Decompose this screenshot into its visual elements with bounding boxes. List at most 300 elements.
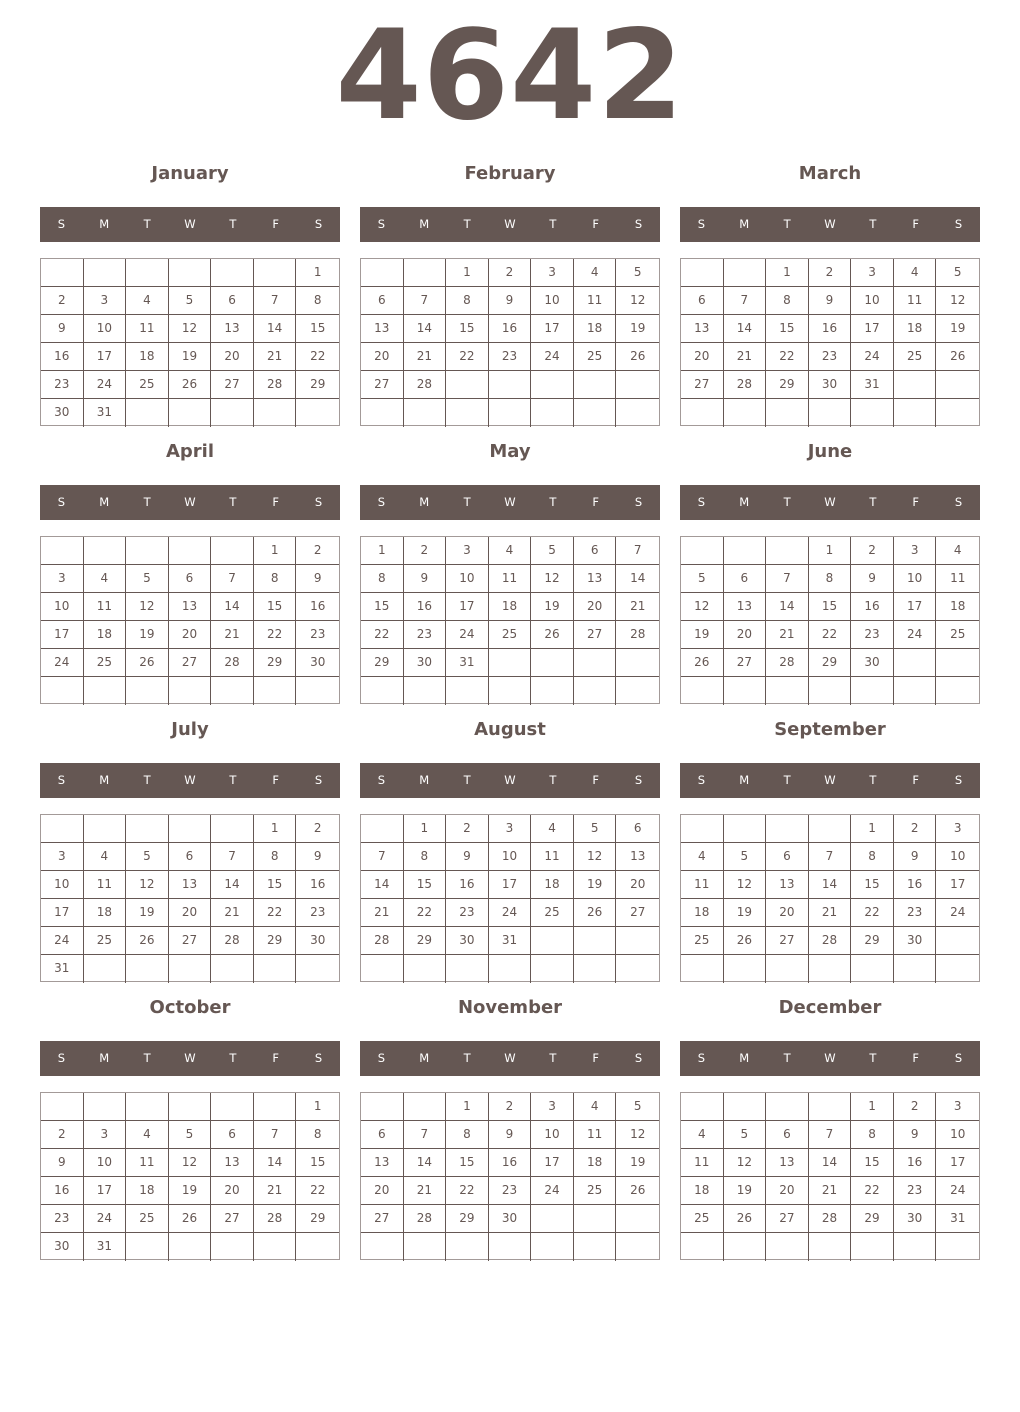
day-cell — [296, 955, 339, 983]
day-cell — [296, 399, 339, 427]
day-cell: 26 — [681, 649, 724, 677]
day-cell: 20 — [766, 899, 809, 927]
day-cell: 24 — [41, 649, 84, 677]
day-cell: 28 — [404, 1205, 447, 1233]
day-cell: 8 — [766, 287, 809, 315]
day-cell: 13 — [766, 871, 809, 899]
weekday-label: S — [634, 217, 643, 231]
day-cell: 11 — [489, 565, 532, 593]
weekday-label: W — [504, 495, 516, 509]
day-cell: 7 — [809, 1121, 852, 1149]
day-cell: 1 — [446, 1093, 489, 1121]
day-cell: 14 — [404, 1149, 447, 1177]
day-cell: 20 — [211, 343, 254, 371]
day-cell — [211, 955, 254, 983]
day-cell: 5 — [724, 843, 767, 871]
day-cell: 21 — [254, 343, 297, 371]
day-cell: 11 — [126, 1149, 169, 1177]
weekday-header-bar — [40, 207, 340, 242]
day-cell: 30 — [851, 649, 894, 677]
day-cell: 17 — [446, 593, 489, 621]
day-cell: 12 — [169, 315, 212, 343]
day-cell — [531, 1205, 574, 1233]
day-cell — [681, 955, 724, 983]
day-cell: 18 — [894, 315, 937, 343]
day-cell — [254, 1233, 297, 1261]
day-cell: 15 — [254, 593, 297, 621]
day-cell: 30 — [41, 399, 84, 427]
day-cell: 27 — [724, 649, 767, 677]
day-cell: 22 — [296, 1177, 339, 1205]
day-cell: 18 — [84, 899, 127, 927]
day-cell: 13 — [574, 565, 617, 593]
day-cell: 5 — [126, 565, 169, 593]
day-cell — [616, 1233, 659, 1261]
day-cell: 11 — [126, 315, 169, 343]
day-cell: 23 — [489, 1177, 532, 1205]
day-cell — [851, 399, 894, 427]
weekday-label: M — [99, 773, 110, 787]
day-cell: 12 — [126, 871, 169, 899]
day-cell: 25 — [489, 621, 532, 649]
day-cell — [681, 399, 724, 427]
day-cell — [681, 1233, 724, 1261]
day-cell: 26 — [574, 899, 617, 927]
day-cell: 14 — [616, 565, 659, 593]
day-cell: 19 — [936, 315, 979, 343]
day-cell: 19 — [724, 1177, 767, 1205]
day-cell: 8 — [446, 287, 489, 315]
day-cell: 19 — [616, 315, 659, 343]
day-cell: 31 — [84, 399, 127, 427]
day-cell: 30 — [489, 1205, 532, 1233]
month-title: October — [149, 997, 231, 1018]
day-cell: 19 — [169, 1177, 212, 1205]
weekday-label: F — [592, 217, 600, 231]
day-cell: 14 — [361, 871, 404, 899]
day-cell: 10 — [84, 1149, 127, 1177]
day-cell: 1 — [254, 537, 297, 565]
day-cell: 27 — [766, 1205, 809, 1233]
day-cell: 28 — [809, 927, 852, 955]
day-cell — [41, 1093, 84, 1121]
day-cell: 28 — [211, 649, 254, 677]
day-cell — [84, 259, 127, 287]
day-cell: 30 — [41, 1233, 84, 1261]
day-cell: 13 — [616, 843, 659, 871]
month-title: July — [171, 719, 209, 740]
day-cell: 21 — [361, 899, 404, 927]
day-cell: 22 — [809, 621, 852, 649]
day-cell — [489, 1233, 532, 1261]
day-cell: 18 — [84, 621, 127, 649]
day-cell: 13 — [361, 1149, 404, 1177]
weekday-label: T — [869, 1051, 877, 1065]
day-cell: 23 — [41, 1205, 84, 1233]
day-cell — [489, 955, 532, 983]
weekday-label: T — [229, 773, 237, 787]
day-cell: 26 — [724, 1205, 767, 1233]
day-cell — [936, 955, 979, 983]
day-cell: 10 — [41, 871, 84, 899]
day-cell: 27 — [574, 621, 617, 649]
day-cell: 25 — [84, 649, 127, 677]
day-cell: 21 — [211, 621, 254, 649]
day-cell — [809, 1233, 852, 1261]
day-cell: 24 — [41, 927, 84, 955]
weekday-label: W — [504, 217, 516, 231]
weekday-label: S — [314, 495, 323, 509]
day-cell: 17 — [84, 1177, 127, 1205]
day-cell — [126, 537, 169, 565]
day-cell: 25 — [531, 899, 574, 927]
day-cell — [126, 259, 169, 287]
day-cell: 12 — [724, 1149, 767, 1177]
day-cell — [84, 537, 127, 565]
weekday-label: S — [314, 773, 323, 787]
day-cell — [41, 815, 84, 843]
day-cell: 14 — [724, 315, 767, 343]
day-cell: 5 — [936, 259, 979, 287]
day-cell: 29 — [766, 371, 809, 399]
day-cell: 8 — [254, 843, 297, 871]
month-title: April — [165, 441, 215, 462]
day-cell: 2 — [404, 537, 447, 565]
day-cell — [254, 259, 297, 287]
day-cell — [851, 955, 894, 983]
weekday-label: F — [912, 217, 920, 231]
day-cell — [446, 371, 489, 399]
day-cell: 25 — [126, 371, 169, 399]
day-cell: 23 — [296, 621, 339, 649]
day-cell: 7 — [361, 843, 404, 871]
day-cell — [41, 259, 84, 287]
day-cell: 11 — [681, 1149, 724, 1177]
day-grid — [360, 536, 660, 704]
weekday-label: F — [912, 773, 920, 787]
day-cell: 4 — [936, 537, 979, 565]
day-cell: 23 — [851, 621, 894, 649]
weekday-label: F — [592, 1051, 600, 1065]
day-cell: 16 — [296, 593, 339, 621]
day-cell: 28 — [724, 371, 767, 399]
weekday-label: T — [783, 217, 791, 231]
day-cell — [681, 815, 724, 843]
day-cell — [574, 371, 617, 399]
day-cell — [681, 537, 724, 565]
day-cell: 14 — [404, 315, 447, 343]
day-cell: 28 — [616, 621, 659, 649]
day-cell: 13 — [766, 1149, 809, 1177]
weekday-label: M — [419, 1051, 430, 1065]
day-cell: 3 — [41, 565, 84, 593]
day-cell — [211, 1093, 254, 1121]
weekday-label: T — [869, 495, 877, 509]
weekday-header-bar — [40, 485, 340, 520]
weekday-label: T — [463, 495, 471, 509]
day-cell: 8 — [296, 1121, 339, 1149]
day-grid — [40, 1092, 340, 1260]
weekday-header-bar — [360, 763, 660, 798]
day-cell: 22 — [766, 343, 809, 371]
day-cell: 17 — [41, 899, 84, 927]
weekday-label: T — [463, 773, 471, 787]
day-cell: 5 — [169, 1121, 212, 1149]
day-cell — [126, 955, 169, 983]
day-cell: 7 — [211, 843, 254, 871]
day-cell: 3 — [851, 259, 894, 287]
day-cell: 14 — [211, 871, 254, 899]
day-cell: 16 — [41, 343, 84, 371]
day-cell: 3 — [531, 1093, 574, 1121]
day-cell: 12 — [531, 565, 574, 593]
day-cell — [169, 399, 212, 427]
weekday-label: M — [419, 217, 430, 231]
weekday-label: F — [592, 773, 600, 787]
day-cell: 2 — [894, 815, 937, 843]
day-cell: 6 — [766, 843, 809, 871]
day-cell — [809, 815, 852, 843]
day-cell: 30 — [809, 371, 852, 399]
day-cell: 2 — [446, 815, 489, 843]
day-cell: 2 — [489, 1093, 532, 1121]
day-cell: 25 — [894, 343, 937, 371]
day-cell — [169, 815, 212, 843]
weekday-header-bar — [360, 485, 660, 520]
day-cell: 2 — [296, 537, 339, 565]
weekday-label: W — [184, 1051, 196, 1065]
day-cell: 11 — [574, 287, 617, 315]
day-grid — [680, 258, 980, 426]
day-cell: 8 — [809, 565, 852, 593]
day-cell — [936, 649, 979, 677]
day-cell: 24 — [936, 899, 979, 927]
weekday-label: F — [272, 773, 280, 787]
weekday-label: T — [869, 773, 877, 787]
day-cell — [404, 259, 447, 287]
day-cell: 27 — [616, 899, 659, 927]
day-cell: 30 — [894, 1205, 937, 1233]
day-cell — [809, 677, 852, 705]
day-cell: 19 — [126, 899, 169, 927]
day-cell: 3 — [489, 815, 532, 843]
day-cell — [361, 677, 404, 705]
day-cell: 28 — [361, 927, 404, 955]
day-cell: 22 — [446, 1177, 489, 1205]
day-cell: 7 — [254, 1121, 297, 1149]
day-cell: 4 — [84, 565, 127, 593]
weekday-label: M — [419, 495, 430, 509]
day-cell — [211, 537, 254, 565]
day-cell — [126, 1233, 169, 1261]
weekday-label: M — [99, 1051, 110, 1065]
day-cell: 6 — [574, 537, 617, 565]
day-cell: 16 — [296, 871, 339, 899]
weekday-label: T — [463, 217, 471, 231]
day-cell: 3 — [936, 1093, 979, 1121]
day-cell: 1 — [446, 259, 489, 287]
day-cell: 30 — [446, 927, 489, 955]
day-cell — [489, 677, 532, 705]
day-cell: 22 — [254, 899, 297, 927]
day-cell: 18 — [574, 1149, 617, 1177]
weekday-header-bar — [680, 485, 980, 520]
day-cell — [296, 677, 339, 705]
day-cell — [574, 1205, 617, 1233]
day-cell: 13 — [211, 1149, 254, 1177]
day-cell: 18 — [681, 1177, 724, 1205]
day-cell: 9 — [404, 565, 447, 593]
day-cell — [616, 955, 659, 983]
day-cell: 23 — [894, 899, 937, 927]
day-cell: 9 — [41, 315, 84, 343]
day-cell: 20 — [766, 1177, 809, 1205]
day-cell: 16 — [41, 1177, 84, 1205]
day-cell: 1 — [766, 259, 809, 287]
day-cell: 12 — [574, 843, 617, 871]
year-title: 4642 — [335, 4, 685, 148]
day-cell: 16 — [894, 1149, 937, 1177]
day-cell — [724, 1233, 767, 1261]
day-cell: 12 — [616, 287, 659, 315]
day-cell — [531, 955, 574, 983]
day-cell — [724, 815, 767, 843]
weekday-header-bar — [40, 1041, 340, 1076]
day-cell — [169, 1093, 212, 1121]
day-cell — [254, 955, 297, 983]
day-cell: 7 — [766, 565, 809, 593]
day-cell — [531, 649, 574, 677]
month-title: March — [798, 163, 862, 184]
day-cell: 10 — [531, 287, 574, 315]
day-cell: 15 — [296, 315, 339, 343]
day-cell — [681, 259, 724, 287]
day-cell: 21 — [724, 343, 767, 371]
day-cell: 22 — [361, 621, 404, 649]
day-cell: 29 — [851, 1205, 894, 1233]
day-cell: 7 — [724, 287, 767, 315]
day-cell: 24 — [446, 621, 489, 649]
day-cell: 8 — [254, 565, 297, 593]
day-cell: 24 — [489, 899, 532, 927]
day-cell: 20 — [574, 593, 617, 621]
day-grid — [680, 814, 980, 982]
day-cell: 5 — [724, 1121, 767, 1149]
day-cell: 23 — [296, 899, 339, 927]
weekday-label: F — [912, 1051, 920, 1065]
day-cell: 29 — [361, 649, 404, 677]
day-cell: 24 — [84, 1205, 127, 1233]
weekday-label: W — [824, 773, 836, 787]
day-cell: 24 — [531, 1177, 574, 1205]
day-cell: 21 — [809, 899, 852, 927]
weekday-label: T — [143, 1051, 151, 1065]
day-cell — [724, 677, 767, 705]
day-cell — [531, 371, 574, 399]
day-cell: 31 — [489, 927, 532, 955]
day-cell: 6 — [681, 287, 724, 315]
day-cell — [169, 259, 212, 287]
day-cell — [126, 677, 169, 705]
day-cell: 30 — [296, 927, 339, 955]
month-title: August — [474, 719, 546, 740]
weekday-label: S — [57, 1051, 66, 1065]
day-cell: 16 — [809, 315, 852, 343]
weekday-label: S — [954, 217, 963, 231]
day-cell: 4 — [489, 537, 532, 565]
day-cell — [616, 927, 659, 955]
day-cell: 10 — [489, 843, 532, 871]
day-cell: 9 — [489, 287, 532, 315]
day-cell: 25 — [681, 927, 724, 955]
weekday-label: W — [824, 495, 836, 509]
day-cell — [41, 677, 84, 705]
day-cell: 30 — [296, 649, 339, 677]
day-cell: 23 — [446, 899, 489, 927]
month-title: January — [151, 163, 229, 184]
day-cell — [361, 955, 404, 983]
day-cell: 19 — [169, 343, 212, 371]
day-cell: 23 — [894, 1177, 937, 1205]
day-cell — [211, 677, 254, 705]
day-cell: 27 — [211, 1205, 254, 1233]
day-cell — [766, 1233, 809, 1261]
weekday-header-bar — [680, 763, 980, 798]
day-cell: 5 — [616, 1093, 659, 1121]
day-cell: 9 — [894, 843, 937, 871]
day-cell: 29 — [404, 927, 447, 955]
day-cell: 29 — [446, 1205, 489, 1233]
weekday-label: S — [377, 1051, 386, 1065]
weekday-label: T — [229, 217, 237, 231]
day-cell: 4 — [681, 843, 724, 871]
day-cell: 11 — [531, 843, 574, 871]
day-cell — [211, 815, 254, 843]
day-cell — [531, 677, 574, 705]
day-cell: 3 — [894, 537, 937, 565]
day-cell: 10 — [936, 843, 979, 871]
weekday-label: S — [57, 495, 66, 509]
day-cell — [169, 1233, 212, 1261]
day-cell: 13 — [211, 315, 254, 343]
day-cell: 16 — [851, 593, 894, 621]
day-cell: 3 — [84, 1121, 127, 1149]
day-cell: 21 — [404, 1177, 447, 1205]
day-cell: 7 — [404, 287, 447, 315]
day-cell: 26 — [126, 649, 169, 677]
day-cell — [936, 927, 979, 955]
day-cell: 7 — [254, 287, 297, 315]
day-cell: 29 — [296, 371, 339, 399]
month-title: February — [464, 163, 556, 184]
weekday-label: S — [377, 495, 386, 509]
day-cell: 2 — [894, 1093, 937, 1121]
weekday-header-bar — [680, 1041, 980, 1076]
day-cell: 19 — [616, 1149, 659, 1177]
weekday-label: M — [739, 773, 750, 787]
weekday-label: T — [549, 217, 557, 231]
day-cell: 6 — [724, 565, 767, 593]
day-cell: 26 — [616, 1177, 659, 1205]
day-cell — [616, 371, 659, 399]
weekday-label: S — [57, 217, 66, 231]
day-cell: 15 — [766, 315, 809, 343]
month-title: September — [774, 719, 886, 740]
weekday-header-bar — [40, 763, 340, 798]
day-cell: 11 — [681, 871, 724, 899]
day-cell: 11 — [936, 565, 979, 593]
day-cell: 15 — [446, 1149, 489, 1177]
